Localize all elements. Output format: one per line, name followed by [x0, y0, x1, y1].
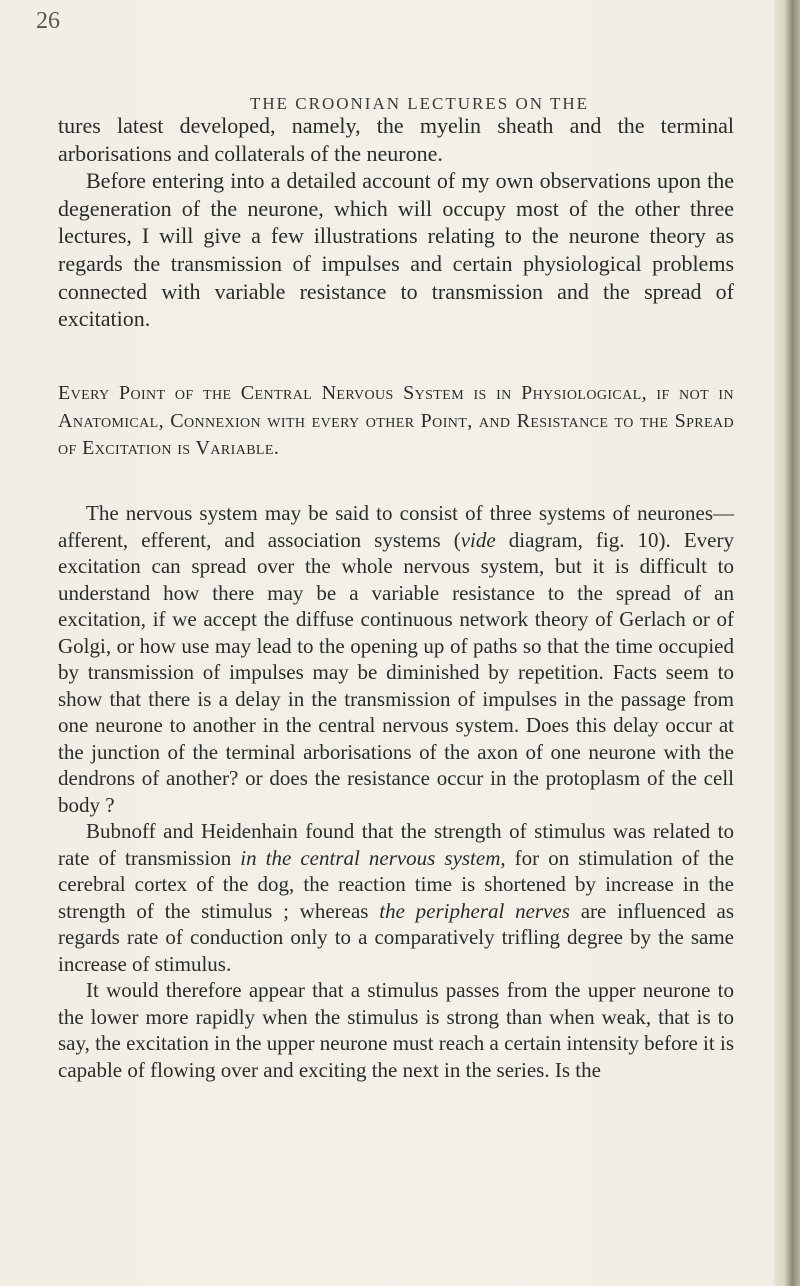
- page-number: 26: [36, 8, 60, 34]
- body-paragraph-2-part-c: are influenced as regards rate of conduction only to a comparatively trifling degree by the same increase of stimulus.: [58, 898, 734, 976]
- body-paragraph-3: It would therefore appear that a stimulus passes from the upper neurone to the lower more rapidly when the stimulus is strong than when weak, that is to say, the excitation in the upper neurone must reach a certain intensity before it is capable of flowing over and exciting the next in the series. Is the: [58, 978, 734, 1082]
- intro-section: [58, 112, 734, 333]
- section-heading: [58, 380, 734, 463]
- body-paragraph-2-emphasis-1: in the central nervous system,: [240, 845, 506, 870]
- body-section: [58, 500, 734, 1083]
- section-heading-text: Every Point of the Central Nervous System is in Physiological, if not in Anatomical, Connexion with every other Point, and Resistance to the Spread of Excitation is Variable.: [58, 382, 734, 459]
- body-paragraph-1-vide: vide: [460, 527, 496, 552]
- running-head: THE CROONIAN LECTURES ON THE: [250, 94, 590, 113]
- body-paragraph-1-part-b: diagram, fig. 10). Every excitation can spread over the whole nervous system, but it is difficult to understand how there may be a variable resistance to the spread of an excitation, if we accept the diffuse continuous network theory of Gerlach or of Golgi, or how use may lead to the opening up of paths so that the time occupied by transmission of impulses may be diminished by repetition. Facts seem to show that there is a delay in the transmission of impulses in the passage from one neurone to another in the central nervous system. Does this delay occur at the junction of the terminal arborisations of the axon of one neurone with the dendrons of another? or does the resistance occur in the protoplasm of the cell body ?: [58, 527, 734, 817]
- book-spine-edge: [774, 0, 800, 1286]
- body-paragraph-2: [58, 818, 734, 977]
- body-paragraph-2-emphasis-2: the peripheral nerves: [379, 898, 570, 923]
- intro-paragraph-2: Before entering into a detailed account of my own observations upon the degeneration of the neurone, which will occupy most of the other three lectures, I will give a few illustrations relating to the neurone theory as regards the transmission of impulses and certain physiological problems connected with variable resistance to transmission and the spread of excitation.: [58, 168, 734, 332]
- intro-paragraph-1: tures latest developed, namely, the myelin sheath and the terminal arborisations and collaterals of the neurone.: [58, 113, 734, 166]
- body-paragraph-2-part-a: Bubnoff and Heidenhain found that the strength of stimulus was related to rate of transmission: [58, 819, 734, 870]
- body-paragraph-1: [58, 500, 734, 818]
- section-heading-block: [58, 380, 734, 463]
- body-paragraph-1-part-a: The nervous system may be said to consist of three systems of neurones—afferent, efferent, and association systems (: [58, 501, 734, 552]
- body-paragraph-2-part-b: for on stimulation of the cerebral cortex of the dog, the reaction time is shortened by increase in the strength of the stimulus ; whereas: [58, 845, 734, 923]
